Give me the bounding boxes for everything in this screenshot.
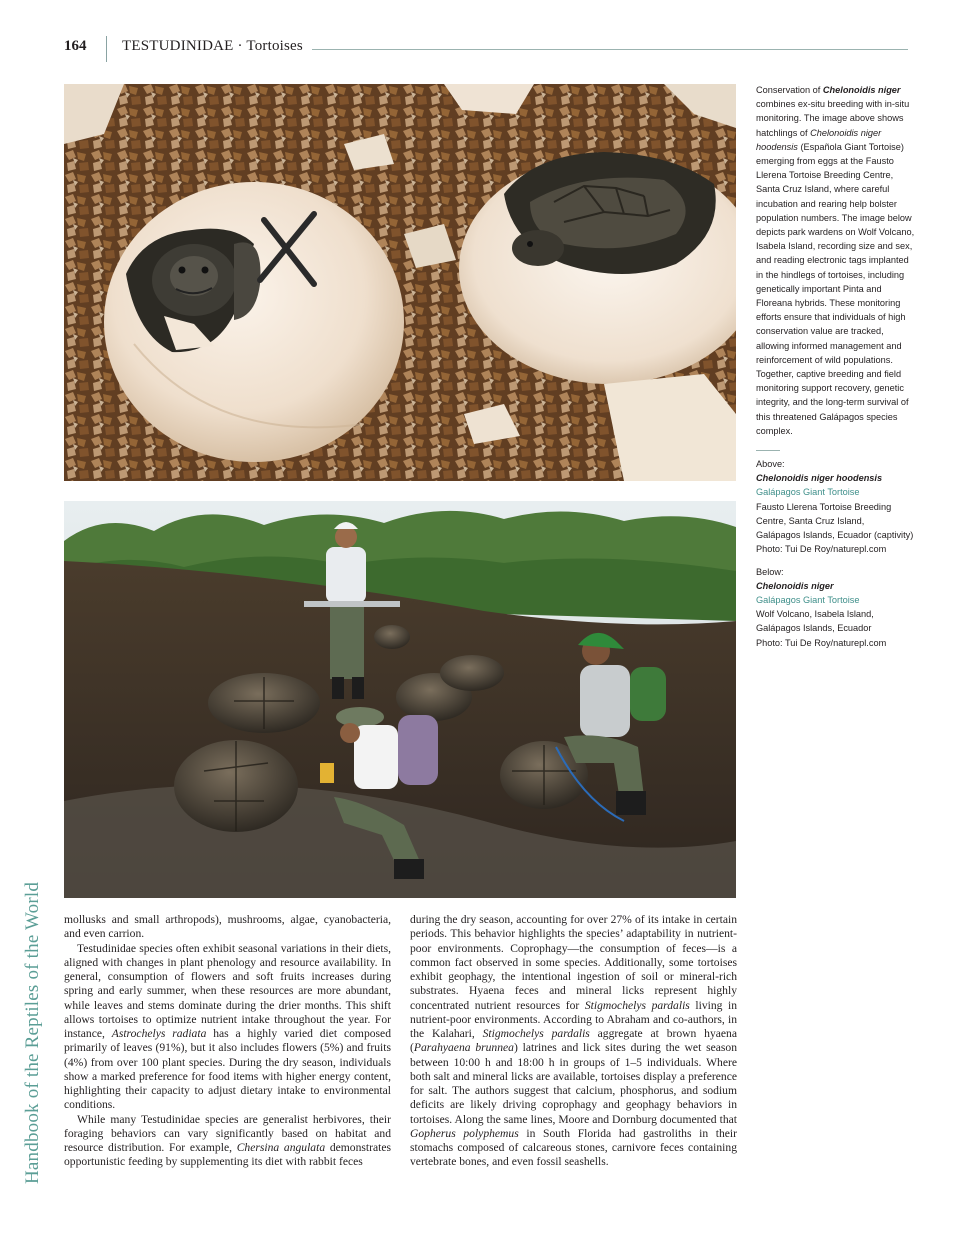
caption-below-line: Galápagos Islands, Ecuador — [756, 623, 872, 634]
body-paragraph — [64, 913, 391, 942]
caption-above-common: Galápagos Giant Tortoise — [756, 487, 860, 498]
body-text: living in nutrient-poor environments. According to Abraham and co-authors, in the Kalahari, — [410, 998, 738, 1040]
family-common-name: Tortoises — [246, 38, 303, 54]
caption-above-line: Galápagos Islands, Ecuador (captivity) — [756, 530, 914, 541]
body-text: Testudinidae species often exhibit seasonal variations in their diets, aligned with changes in plant phenology and resource availability. In general, consumption of flowers and soft fruits increases during spring and early summer, when these resources are more abundant, while leaves and stems dominate during the drier months. This shift allows tortoises to optimize nutrient intake throughout the year. For instance, — [64, 941, 391, 1040]
species-name: Stigmochelys pardalis — [482, 1027, 590, 1040]
caption-below-scientific: Chelonoidis niger — [756, 580, 834, 591]
caption-above-line: Centre, Santa Cruz Island, — [756, 515, 865, 526]
body-text: during the dry season, accounting for over 27% of its intake in certain periods. This behavior highlights the species’ adaptability in nutrient-poor environments. Coprophagy—the consumption of feces—is a common fact observed in some species. Additionally, some tortoises exhibit geophagy, the intentional ingestion of soil or mineral-rich substrates. Hyaena feces and mineral licks represent highly concentrated nutrient resources for — [410, 913, 737, 1012]
caption-separator — [756, 450, 780, 451]
body-text: aggregate at brown hyaena ( — [410, 1027, 737, 1055]
species-name: Astrochelys radiata — [111, 1027, 207, 1040]
species-name: Parahyaena brunnea — [413, 1041, 514, 1055]
caption-intro — [756, 83, 916, 438]
caption-above — [756, 457, 916, 556]
caption-sidebar — [756, 83, 916, 650]
book-title-vertical: Handbook of the Reptiles of the World — [22, 881, 43, 1184]
species-name: Stigmochelys pardalis — [584, 998, 690, 1012]
page-number: 164 — [64, 38, 87, 54]
title-separator: · — [233, 38, 247, 54]
caption-below-label: Below: — [756, 566, 784, 577]
photo-park-wardens — [64, 501, 736, 898]
caption-below — [756, 565, 916, 650]
photo-hatchlings — [64, 84, 736, 481]
caption-above-photo-credit: Photo: Tui De Roy/naturepl.com — [756, 544, 887, 555]
hatchlings-illustration — [64, 84, 736, 481]
caption-below-common: Galápagos Giant Tortoise — [756, 594, 860, 605]
body-column-right — [410, 913, 737, 1170]
header-divider — [106, 36, 107, 62]
species-name: Gopherus polyphemus — [410, 1126, 519, 1140]
body-text: While many Testudinidae species are generalist herbivores, their foraging behaviors can vary significantly based on habitat and resource distribution. For example, — [64, 1112, 391, 1154]
body-paragraph — [410, 913, 737, 1170]
body-text: mollusks and small arthropods), mushrooms, algae, cyanobacteria, and even carrion. — [64, 913, 391, 941]
caption-above-scientific: Chelonoidis niger hoodensis — [756, 473, 883, 484]
running-header — [64, 36, 908, 64]
caption-above-line: Fausto Llerena Tortoise Breeding — [756, 501, 892, 512]
body-paragraph — [64, 942, 391, 1113]
species-name: Chelonoidis niger — [822, 85, 901, 95]
caption-text: (Española Giant Tortoise) emerging from eggs at the Fausto Llerena Tortoise Breeding Centre, Santa Cruz Island, where careful incubation and rearing help bolster population numbers. The image below depicts park wardens on Wolf Volcano, Isabela Island, recording size and sex, and reading electronic tags implanted in the hindlegs of tortoises, including genetically important Pinta and Floreana hybrids. These monitoring efforts ensure that individuals of high conservation value are tracked, allowing informed management and reinforcement of wild populations. Together, captive breeding and field monitoring support recovery, genetic integrity, and the long-term survival of this threatened Galápagos species complex. — [756, 141, 915, 436]
caption-text: Conservation of — [756, 85, 823, 95]
species-name: Chersina angulata — [236, 1141, 326, 1154]
caption-below-line: Wolf Volcano, Isabela Island, — [756, 609, 874, 620]
family-name: TESTUDINIDAE — [122, 38, 234, 54]
species-name: Chelonoidis niger hoodensis — [756, 127, 882, 152]
caption-above-label: Above: — [756, 459, 785, 470]
caption-text: combines ex-situ breeding with in-situ monitoring. The image above shows hatchlings of — [756, 99, 910, 138]
header-rule — [312, 49, 908, 50]
body-column-left — [64, 913, 391, 1170]
caption-below-photo-credit: Photo: Tui De Roy/naturepl.com — [756, 637, 887, 648]
running-title — [122, 38, 303, 55]
body-text: demonstrates opportunistic feeding by supplementing its diet with rabbit feces — [64, 1141, 391, 1169]
body-text: ) latrines and lick sites during the wet season between 10:00 h and 18:00 h in groups of 1–5 individuals. Where both salt and mineral licks are available, tortoises display a preference for salt. The authors suggest that calcium, phosphorus, and sodium deficits are likely driving coprophagy and geophagy behaviors in tortoises. Along the same lines, Moore and Dornburg documented that — [410, 1041, 737, 1126]
body-text: has a highly varied diet composed primarily of leaves (91%), but it also includes flowers (5%) and fruits (4%) from over 100 plant species. During the dry season, individuals show a marked preference for food items with higher energy content, highlighting their capacity to adjust dietary intake to environmental conditions. — [64, 1027, 391, 1112]
body-paragraph — [64, 1113, 391, 1170]
wardens-illustration — [64, 501, 736, 898]
body-text: in South Florida had gastroliths in their stomachs composed of calcareous stones, carnivore feces containing vertebrate bones, and even fossil seashells. — [410, 1126, 738, 1169]
